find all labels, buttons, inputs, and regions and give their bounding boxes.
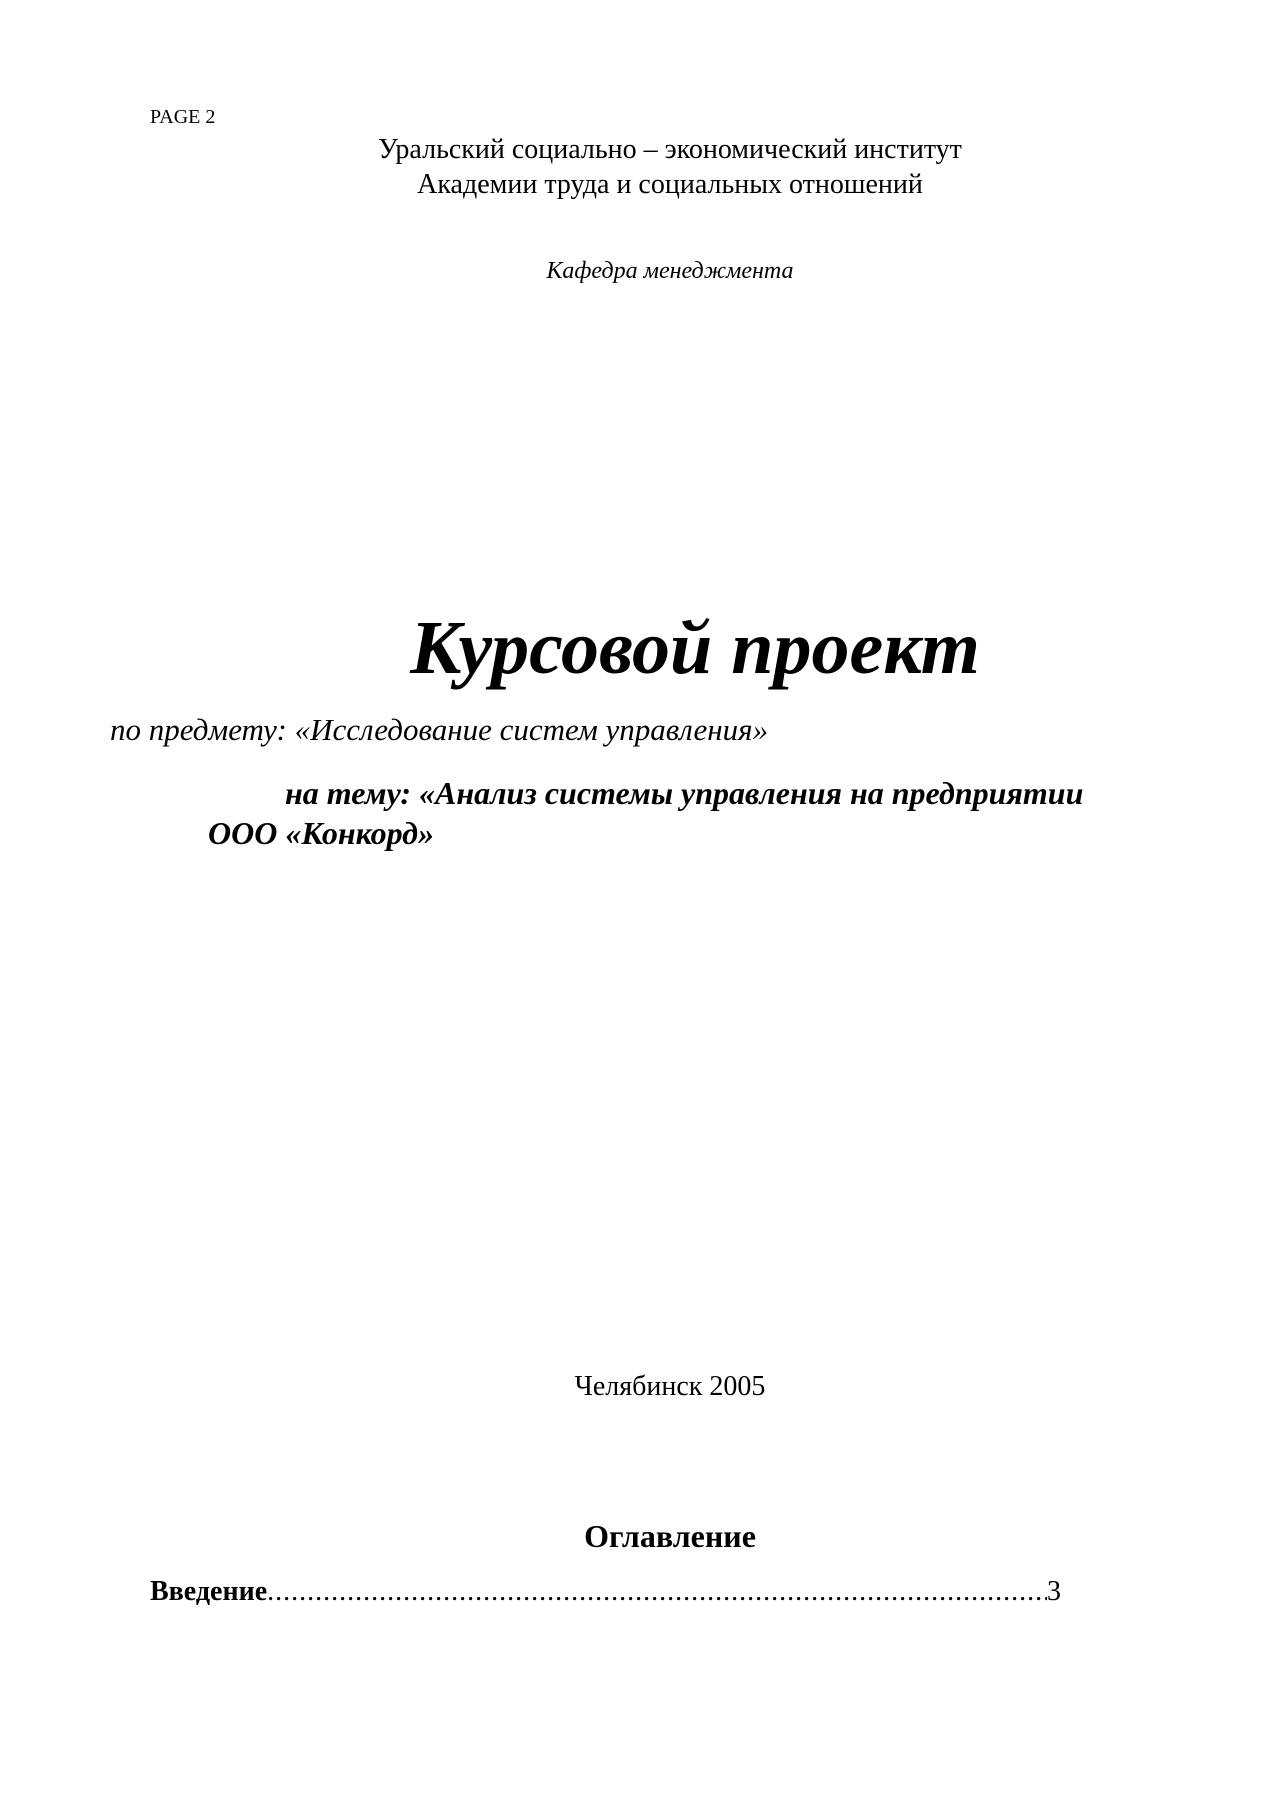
- institute-name-line1: Уральский социально – экономический институт: [378, 134, 962, 165]
- toc-entry-label: Введение: [150, 1576, 268, 1607]
- department-name: Кафедра менеджмента: [546, 258, 794, 284]
- page-number-field: PAGE 2: [150, 106, 216, 128]
- subject-line: по предмету: «Исследование систем управления»: [110, 712, 769, 747]
- topic-line1: на тему: «Анализ системы управления на предприятии: [285, 775, 1084, 811]
- document-title: Курсовой проект: [410, 606, 980, 690]
- toc-leader-dots: [267, 1576, 1047, 1608]
- topic-line2: ООО «Конкорд»: [208, 815, 435, 851]
- toc-entry-introduction: [150, 1576, 1061, 1608]
- toc-entry-page: 3: [1047, 1576, 1061, 1607]
- institute-name-line2: Академии труда и социальных отношений: [417, 169, 923, 200]
- toc-heading: Оглавление: [584, 1518, 756, 1554]
- city-year: Челябинск 2005: [574, 1371, 766, 1402]
